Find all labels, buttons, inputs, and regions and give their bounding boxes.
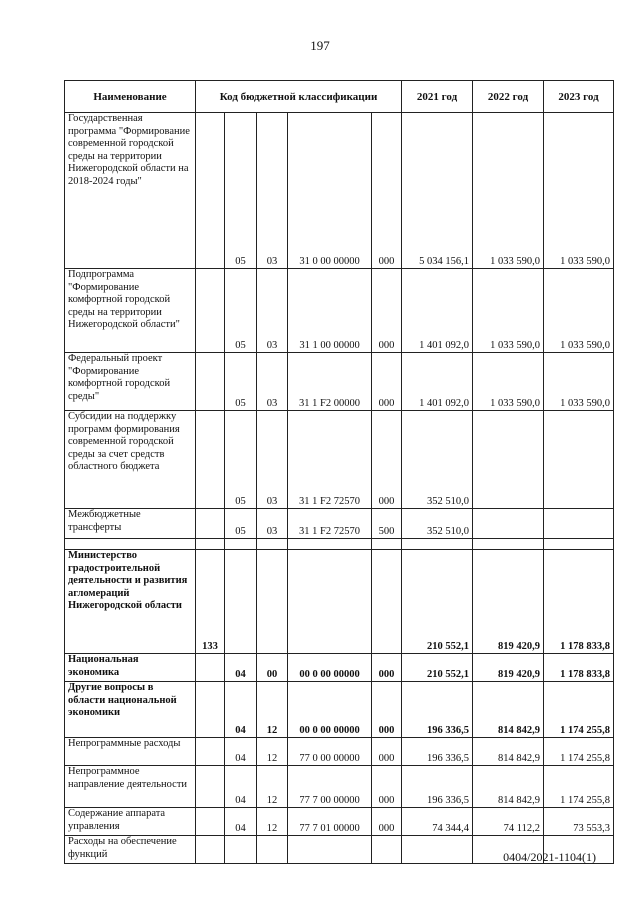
row-name: Межбюджетные трансферты [65, 509, 196, 539]
blank-cell [372, 539, 402, 550]
header-2022: 2022 год [473, 81, 544, 113]
table-row [65, 269, 614, 353]
row-code-expense-type: 000 [372, 766, 402, 808]
row-code-subsection: 03 [257, 509, 288, 539]
row-code-ministry [196, 836, 225, 864]
budget-table [64, 80, 614, 864]
row-code-expense-type: 000 [372, 654, 402, 682]
row-code-expense-type: 000 [372, 113, 402, 269]
row-value-2023: 1 174 255,8 [544, 766, 614, 808]
row-code-subsection: 12 [257, 682, 288, 738]
row-value-2023 [544, 411, 614, 509]
row-name: Государственная программа "Формирование современной городской среды на территории Нижегородской области на 2018-2024 годы" [65, 113, 196, 269]
row-code-subsection: 03 [257, 411, 288, 509]
row-value-2023: 73 553,3 [544, 808, 614, 836]
row-code-target: 31 1 F2 00000 [288, 353, 372, 411]
table-header-row [65, 81, 614, 113]
row-value-2023: 1 033 590,0 [544, 353, 614, 411]
blank-cell [288, 539, 372, 550]
row-code-target: 77 7 01 00000 [288, 808, 372, 836]
row-name: Федеральный проект "Формирование комфортной городской среды" [65, 353, 196, 411]
row-code-expense-type: 500 [372, 509, 402, 539]
row-code-section: 05 [225, 411, 257, 509]
row-value-2021: 74 344,4 [402, 808, 473, 836]
table-row [65, 654, 614, 682]
row-name: Содержание аппарата управления [65, 808, 196, 836]
row-code-subsection [257, 836, 288, 864]
row-code-ministry [196, 682, 225, 738]
row-value-2022: 814 842,9 [473, 766, 544, 808]
table-row [65, 353, 614, 411]
row-code-expense-type: 000 [372, 738, 402, 766]
header-code: Код бюджетной классификации [196, 81, 402, 113]
table-row [65, 509, 614, 539]
page-number: 197 [310, 38, 330, 53]
row-value-2023: 1 174 255,8 [544, 738, 614, 766]
row-value-2021 [402, 836, 473, 864]
row-value-2023 [544, 509, 614, 539]
row-value-2021: 196 336,5 [402, 738, 473, 766]
row-value-2022: 1 033 590,0 [473, 353, 544, 411]
row-code-expense-type: 000 [372, 411, 402, 509]
row-value-2021: 1 401 092,0 [402, 353, 473, 411]
row-code-ministry [196, 808, 225, 836]
row-value-2021: 5 034 156,1 [402, 113, 473, 269]
row-code-section: 04 [225, 682, 257, 738]
row-code-target: 31 1 00 00000 [288, 269, 372, 353]
table-row [65, 411, 614, 509]
row-code-subsection: 12 [257, 738, 288, 766]
row-code-target: 77 0 00 00000 [288, 738, 372, 766]
row-name: Непрограммное направление деятельности [65, 766, 196, 808]
row-code-target: 31 1 F2 72570 [288, 509, 372, 539]
row-code-section: 04 [225, 654, 257, 682]
row-name: Субсидии на поддержку программ формирования современной городской среды за счет средств областного бюджета [65, 411, 196, 509]
row-code-section: 05 [225, 269, 257, 353]
row-code-ministry [196, 509, 225, 539]
row-code-target: 77 7 00 00000 [288, 766, 372, 808]
row-value-2023: 1 178 833,8 [544, 550, 614, 654]
row-value-2021: 352 510,0 [402, 411, 473, 509]
row-value-2022: 74 112,2 [473, 808, 544, 836]
row-code-ministry [196, 269, 225, 353]
row-code-expense-type: 000 [372, 269, 402, 353]
row-value-2022: 819 420,9 [473, 550, 544, 654]
row-code-target: 31 0 00 00000 [288, 113, 372, 269]
row-code-subsection: 12 [257, 766, 288, 808]
row-name: Подпрограмма "Формирование комфортной городской среды на территории Нижегородской области" [65, 269, 196, 353]
row-value-2022: 819 420,9 [473, 654, 544, 682]
row-code-subsection: 03 [257, 269, 288, 353]
row-code-expense-type: 000 [372, 808, 402, 836]
row-code-ministry [196, 353, 225, 411]
blank-cell [257, 539, 288, 550]
row-code-section: 05 [225, 509, 257, 539]
header-2021: 2021 год [402, 81, 473, 113]
row-value-2021: 196 336,5 [402, 766, 473, 808]
row-name: Непрограммные расходы [65, 738, 196, 766]
row-code-section: 04 [225, 738, 257, 766]
row-name: Другие вопросы в области национальной экономики [65, 682, 196, 738]
row-value-2023: 1 033 590,0 [544, 113, 614, 269]
row-code-ministry [196, 738, 225, 766]
row-code-ministry [196, 411, 225, 509]
blank-cell [225, 539, 257, 550]
row-value-2021: 352 510,0 [402, 509, 473, 539]
blank-cell [402, 539, 473, 550]
table-row [65, 738, 614, 766]
row-code-target: 00 0 00 00000 [288, 682, 372, 738]
row-code-section: 04 [225, 808, 257, 836]
row-code-expense-type [372, 550, 402, 654]
row-code-section: 04 [225, 766, 257, 808]
row-value-2023: 1 033 590,0 [544, 269, 614, 353]
table-row [65, 113, 614, 269]
table-row [65, 766, 614, 808]
row-value-2023: 1 174 255,8 [544, 682, 614, 738]
blank-cell [473, 539, 544, 550]
blank-cell [65, 539, 196, 550]
row-code-expense-type [372, 836, 402, 864]
row-value-2021: 210 552,1 [402, 550, 473, 654]
row-value-2021: 1 401 092,0 [402, 269, 473, 353]
row-code-section [225, 550, 257, 654]
row-code-target [288, 836, 372, 864]
row-value-2022 [473, 509, 544, 539]
blank-cell [196, 539, 225, 550]
row-code-ministry: 133 [196, 550, 225, 654]
row-code-target: 00 0 00 00000 [288, 654, 372, 682]
row-code-subsection: 00 [257, 654, 288, 682]
row-value-2021: 196 336,5 [402, 682, 473, 738]
row-code-section [225, 836, 257, 864]
table-row [65, 550, 614, 654]
row-code-subsection: 12 [257, 808, 288, 836]
row-code-ministry [196, 654, 225, 682]
table-row [65, 682, 614, 738]
row-code-target [288, 550, 372, 654]
row-code-subsection: 03 [257, 353, 288, 411]
row-code-section: 05 [225, 353, 257, 411]
row-value-2021: 210 552,1 [402, 654, 473, 682]
row-value-2022: 814 842,9 [473, 738, 544, 766]
row-code-target: 31 1 F2 72570 [288, 411, 372, 509]
row-value-2022: 1 033 590,0 [473, 269, 544, 353]
row-code-section: 05 [225, 113, 257, 269]
header-name: Наименование [65, 81, 196, 113]
row-code-subsection: 03 [257, 113, 288, 269]
row-name: Расходы на обеспечение функций [65, 836, 196, 864]
row-name: Национальная экономика [65, 654, 196, 682]
row-code-subsection [257, 550, 288, 654]
row-code-ministry [196, 766, 225, 808]
row-name: Министерство градостроительной деятельности и развития агломераций Нижегородской области [65, 550, 196, 654]
row-value-2022: 1 033 590,0 [473, 113, 544, 269]
document-code: 0404/2021-1104(1) [503, 850, 596, 864]
header-2023: 2023 год [544, 81, 614, 113]
blank-cell [544, 539, 614, 550]
row-code-expense-type: 000 [372, 353, 402, 411]
row-code-expense-type: 000 [372, 682, 402, 738]
table-row [65, 808, 614, 836]
row-value-2023: 1 178 833,8 [544, 654, 614, 682]
row-value-2022: 814 842,9 [473, 682, 544, 738]
row-value-2022 [473, 411, 544, 509]
table-row-blank [65, 539, 614, 550]
row-code-ministry [196, 113, 225, 269]
